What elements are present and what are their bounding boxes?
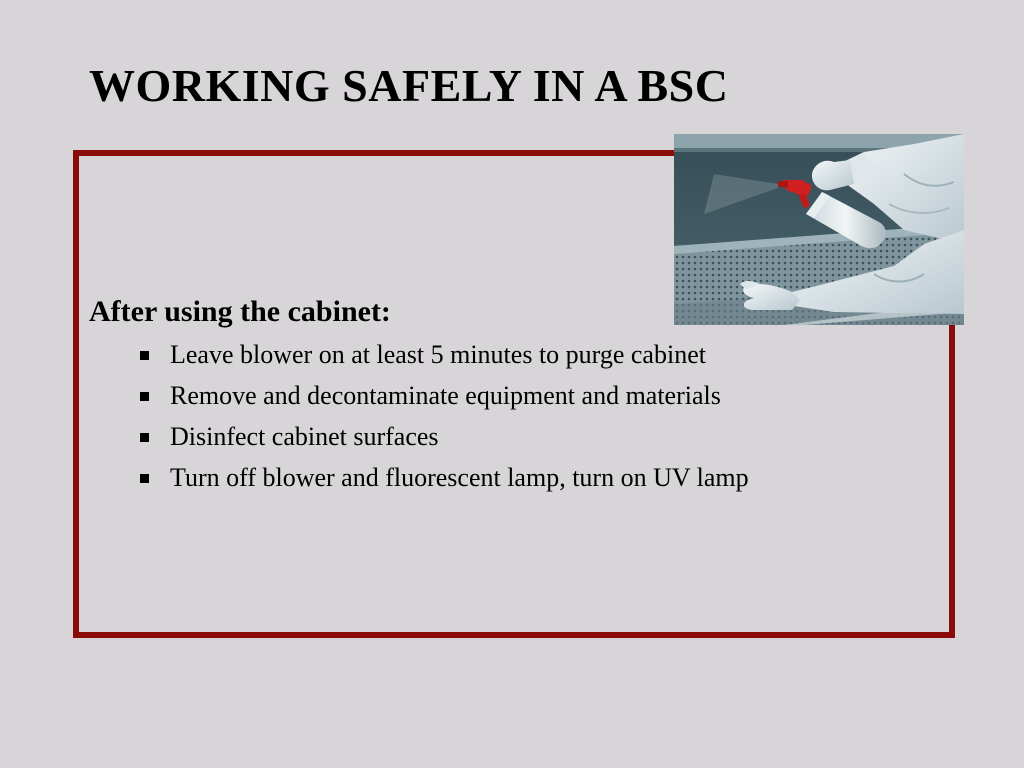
slide-title: WORKING SAFELY IN A BSC [89,60,729,111]
section-heading: After using the cabinet: [89,295,391,328]
bullet-text: Turn off blower and fluorescent lamp, turn on UV lamp [170,463,749,492]
square-bullet-icon [140,392,149,401]
bullet-text: Remove and decontaminate equipment and materials [170,381,721,410]
bullet-text: Disinfect cabinet surfaces [170,422,439,451]
square-bullet-icon [140,474,149,483]
bsc-disinfection-photo [674,134,964,325]
square-bullet-icon [140,351,149,360]
square-bullet-icon [140,433,149,442]
bullet-text: Leave blower on at least 5 minutes to purge cabinet [170,340,706,369]
